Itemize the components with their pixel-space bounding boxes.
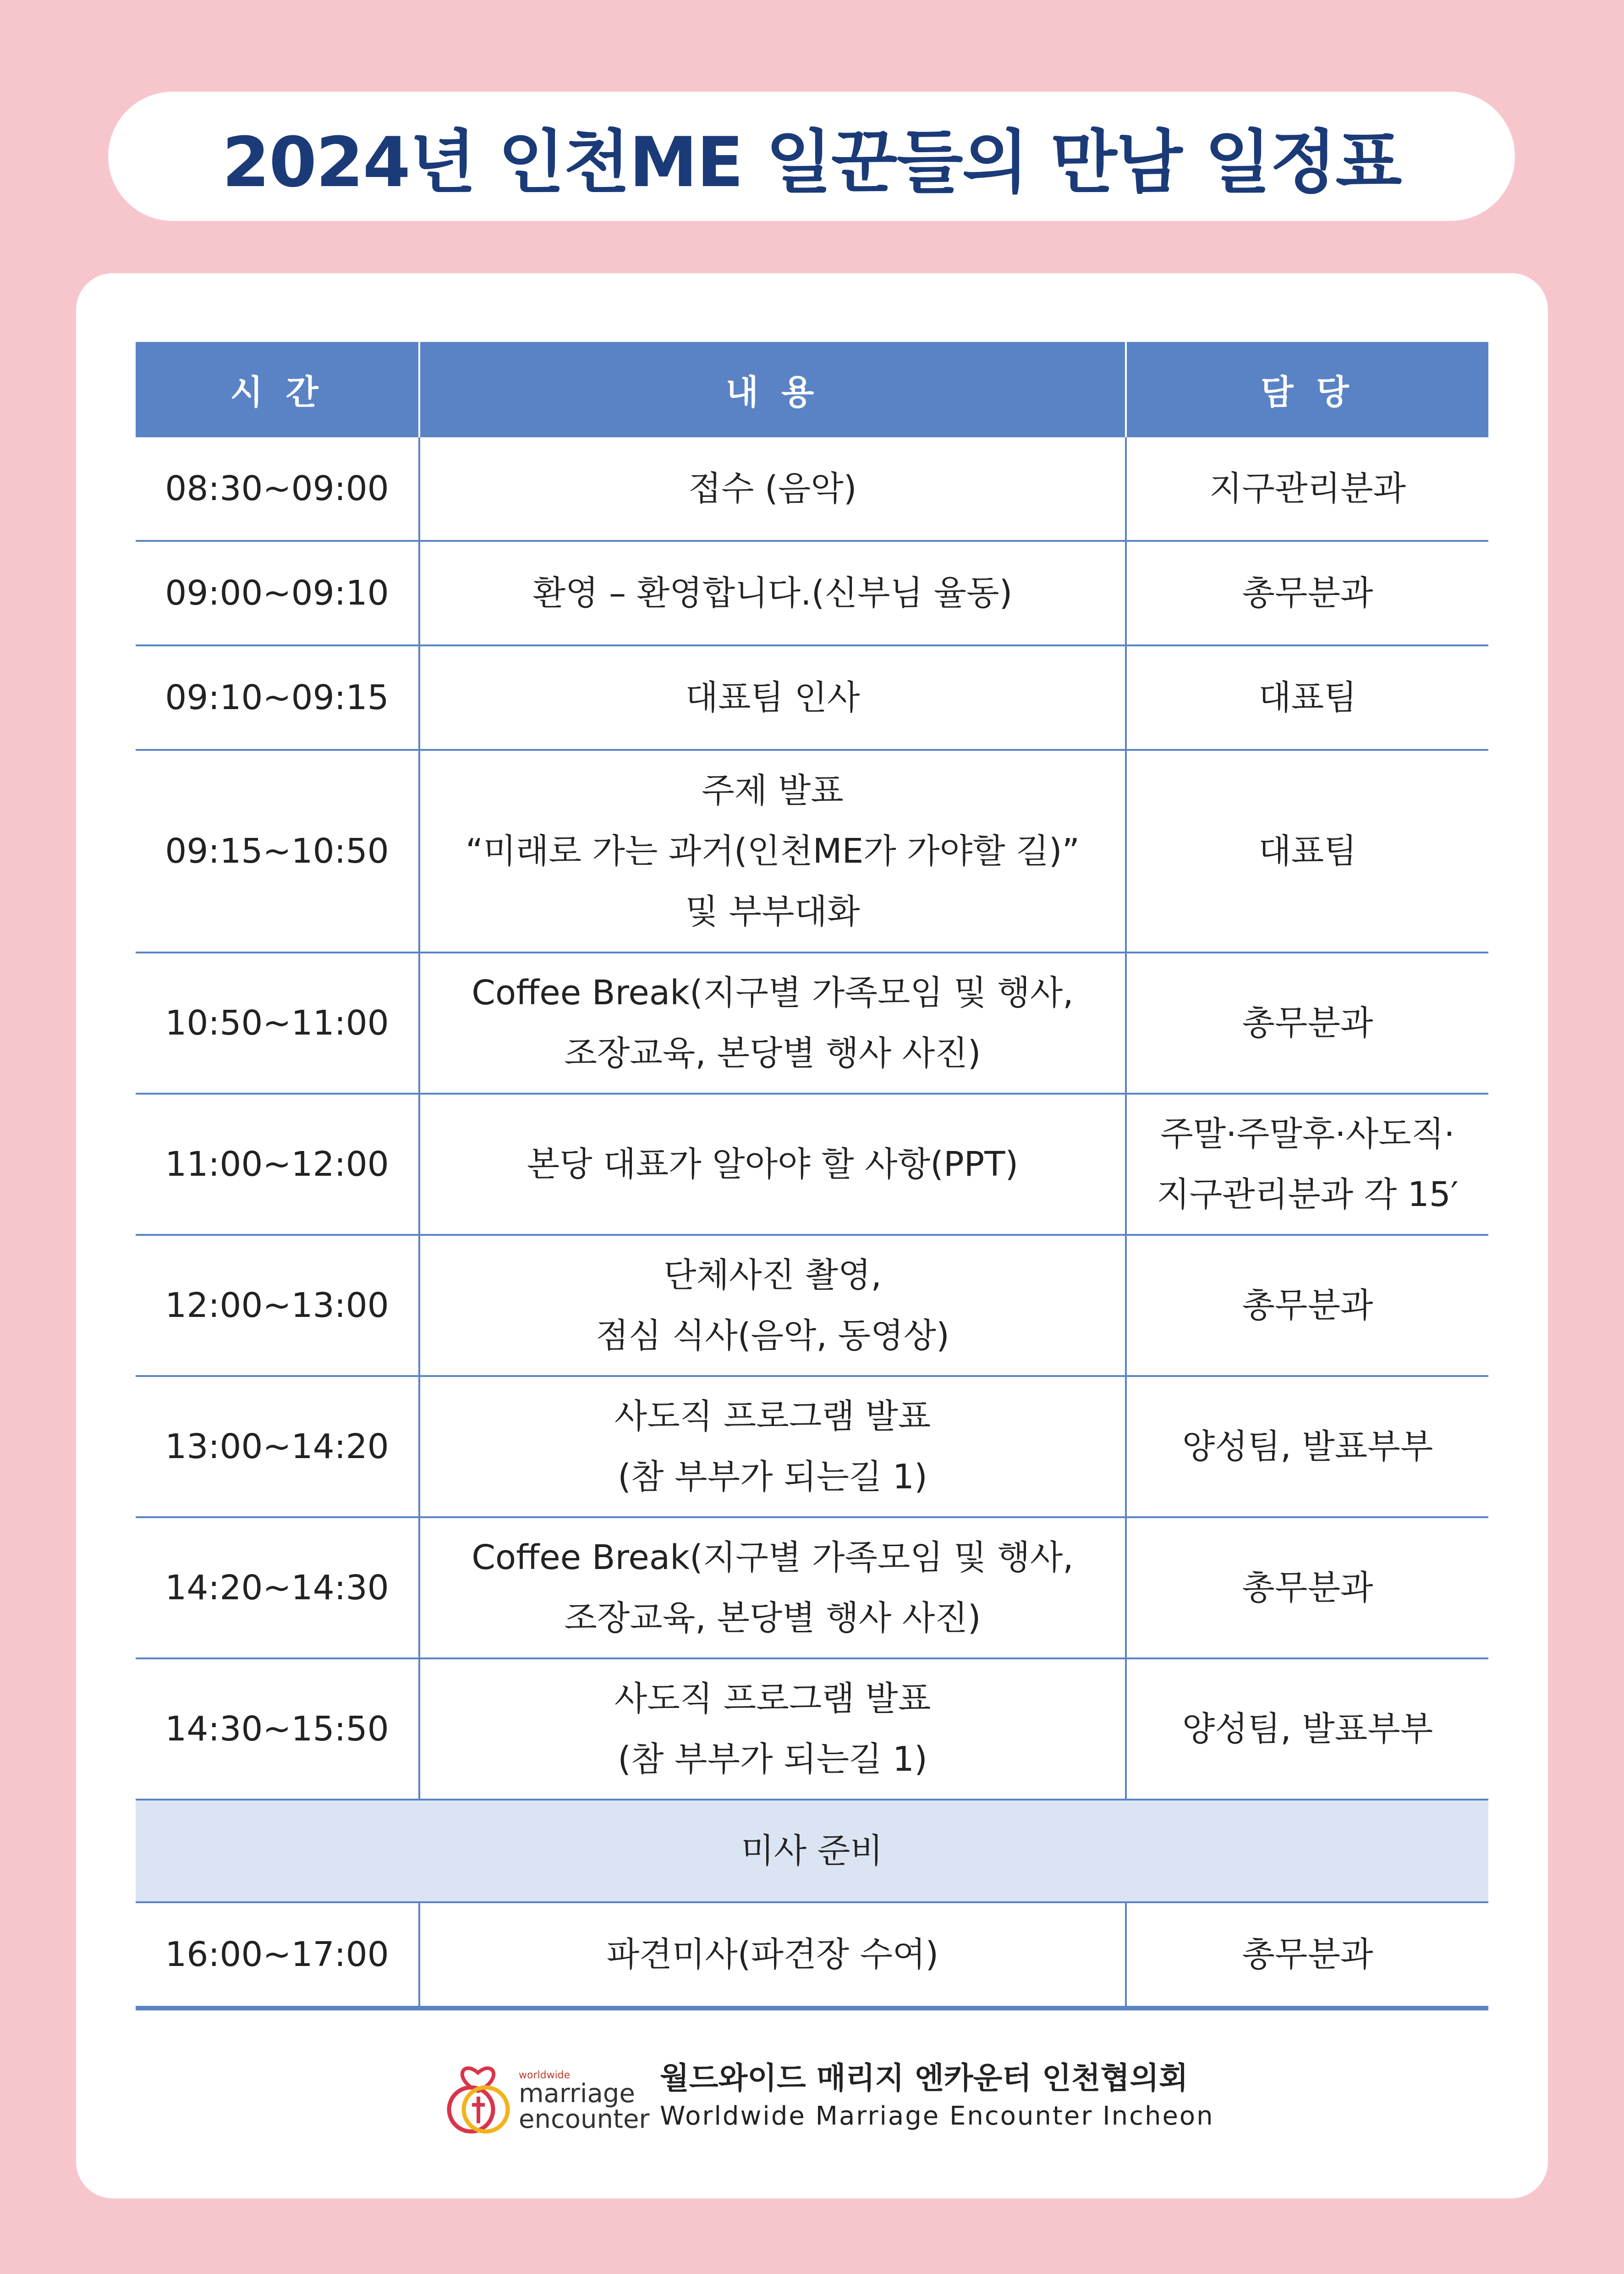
content-line: 주제 발표 bbox=[702, 771, 844, 810]
table-row bbox=[136, 1235, 1488, 1376]
content-line: (참 부부가 되는길 1) bbox=[618, 1740, 927, 1779]
schedule-table bbox=[136, 342, 1488, 2010]
owner-cell bbox=[1126, 541, 1488, 645]
owner-line: 총무분과 bbox=[1242, 1286, 1373, 1325]
logo-wordmark bbox=[519, 2070, 649, 2132]
page-title: 2024년 인천ME 일꾼들의 만남 일정표 bbox=[222, 123, 1401, 203]
table-row bbox=[136, 437, 1488, 541]
time-cell: 09:15~10:50 bbox=[136, 750, 419, 953]
content-cell bbox=[419, 437, 1126, 541]
content-cell bbox=[419, 1376, 1126, 1517]
owner-line: 지구관리분과 bbox=[1209, 469, 1406, 508]
owner-cell bbox=[1126, 1376, 1488, 1517]
content-line: (참 부부가 되는길 1) bbox=[618, 1457, 927, 1497]
time-cell: 08:30~09:00 bbox=[136, 437, 419, 541]
content-cell: 파견미사(파견장 수여) bbox=[419, 1902, 1126, 2008]
table-row bbox=[136, 1094, 1488, 1235]
owner-line: 총무분과 bbox=[1242, 1003, 1373, 1043]
content-line: 사도직 프로그램 발표 bbox=[614, 1679, 931, 1718]
table-row bbox=[136, 750, 1488, 953]
time-cell: 16:00~17:00 bbox=[136, 1902, 419, 2008]
table-row bbox=[136, 1517, 1488, 1658]
mass-prep-row bbox=[136, 1800, 1488, 1902]
content-line: Coffee Break(지구별 가족모임 및 행사, bbox=[472, 973, 1074, 1013]
owner-line: 주말·주말후·사도직· bbox=[1160, 1114, 1455, 1154]
time-cell: 12:00~13:00 bbox=[136, 1235, 419, 1376]
owner-line: 총무분과 bbox=[1242, 573, 1373, 613]
time-cell: 09:00~09:10 bbox=[136, 541, 419, 645]
owner-cell bbox=[1126, 953, 1488, 1094]
content-cell bbox=[419, 1658, 1126, 1800]
time-cell: 13:00~14:20 bbox=[136, 1376, 419, 1517]
mass-prep-label: 미사 준비 bbox=[136, 1800, 1488, 1902]
schedule-card bbox=[76, 273, 1548, 2198]
organization-name-korean: 월드와이드 매리지 엔카운터 인천협의회 bbox=[660, 2060, 1188, 2096]
content-line: Coffee Break(지구별 가족모임 및 행사, bbox=[472, 1538, 1074, 1577]
owner-line: 양성팀, 발표부부 bbox=[1182, 1427, 1433, 1466]
table-row bbox=[136, 1658, 1488, 1800]
owner-cell: 총무분과 bbox=[1126, 1902, 1488, 2008]
table-row bbox=[136, 645, 1488, 750]
header-content: 내 용 bbox=[419, 342, 1126, 437]
owner-line: 양성팀, 발표부부 bbox=[1182, 1709, 1433, 1749]
content-line: 점심 식사(음악, 동영상) bbox=[596, 1316, 949, 1355]
content-line: 환영 – 환영합니다.(신부님 율동) bbox=[532, 573, 1013, 613]
content-cell bbox=[419, 750, 1126, 953]
time-cell: 09:10~09:15 bbox=[136, 645, 419, 750]
content-line: 본당 대표가 알아야 할 사항(PPT) bbox=[527, 1145, 1019, 1184]
title-banner bbox=[108, 92, 1515, 221]
content-line: 대표팀 인사 bbox=[685, 678, 860, 717]
content-line: 및 부부대화 bbox=[685, 892, 860, 931]
owner-cell bbox=[1126, 750, 1488, 953]
content-cell bbox=[419, 645, 1126, 750]
content-line: 조장교육, 본당별 행사 사진) bbox=[564, 1034, 981, 1073]
logo-small-text: worldwide bbox=[519, 2070, 571, 2081]
table-row bbox=[136, 1902, 1488, 2008]
owner-cell bbox=[1126, 437, 1488, 541]
header-owner: 담 당 bbox=[1126, 342, 1488, 437]
content-cell bbox=[419, 1517, 1126, 1658]
owner-cell bbox=[1126, 1235, 1488, 1376]
content-cell bbox=[419, 1235, 1126, 1376]
content-line: 접수 (음악) bbox=[688, 469, 857, 508]
table-row bbox=[136, 1376, 1488, 1517]
logo-line-2: encounter bbox=[519, 2104, 650, 2134]
time-cell: 11:00~12:00 bbox=[136, 1094, 419, 1235]
organization-name-english: Worldwide Marriage Encounter Incheon bbox=[660, 2101, 1214, 2131]
table-row bbox=[136, 953, 1488, 1094]
content-line: “미래로 가는 과거(인천ME가 가야할 길)” bbox=[466, 831, 1080, 871]
owner-cell bbox=[1126, 1094, 1488, 1235]
owner-cell bbox=[1126, 645, 1488, 750]
time-cell: 14:30~15:50 bbox=[136, 1658, 419, 1800]
owner-cell bbox=[1126, 1517, 1488, 1658]
content-line: 조장교육, 본당별 행사 사진) bbox=[564, 1598, 981, 1638]
time-cell: 14:20~14:30 bbox=[136, 1517, 419, 1658]
owner-line: 대표팀 bbox=[1258, 678, 1357, 717]
owner-line: 대표팀 bbox=[1258, 831, 1357, 871]
owner-cell bbox=[1126, 1658, 1488, 1800]
owner-line: 총무분과 bbox=[1242, 1568, 1373, 1608]
content-line: 사도직 프로그램 발표 bbox=[614, 1397, 931, 1436]
time-cell: 10:50~11:00 bbox=[136, 953, 419, 1094]
logo-line-1: marriage bbox=[519, 2079, 635, 2109]
content-line: 단체사진 촬영, bbox=[664, 1255, 882, 1295]
content-cell bbox=[419, 541, 1126, 645]
table-row bbox=[136, 541, 1488, 645]
cross-icon bbox=[472, 2097, 485, 2123]
header-time: 시 간 bbox=[136, 342, 419, 437]
content-cell bbox=[419, 1094, 1126, 1235]
table-header-row bbox=[136, 342, 1488, 437]
content-cell bbox=[419, 953, 1126, 1094]
owner-line: 지구관리분과 각 15′ bbox=[1157, 1175, 1459, 1214]
